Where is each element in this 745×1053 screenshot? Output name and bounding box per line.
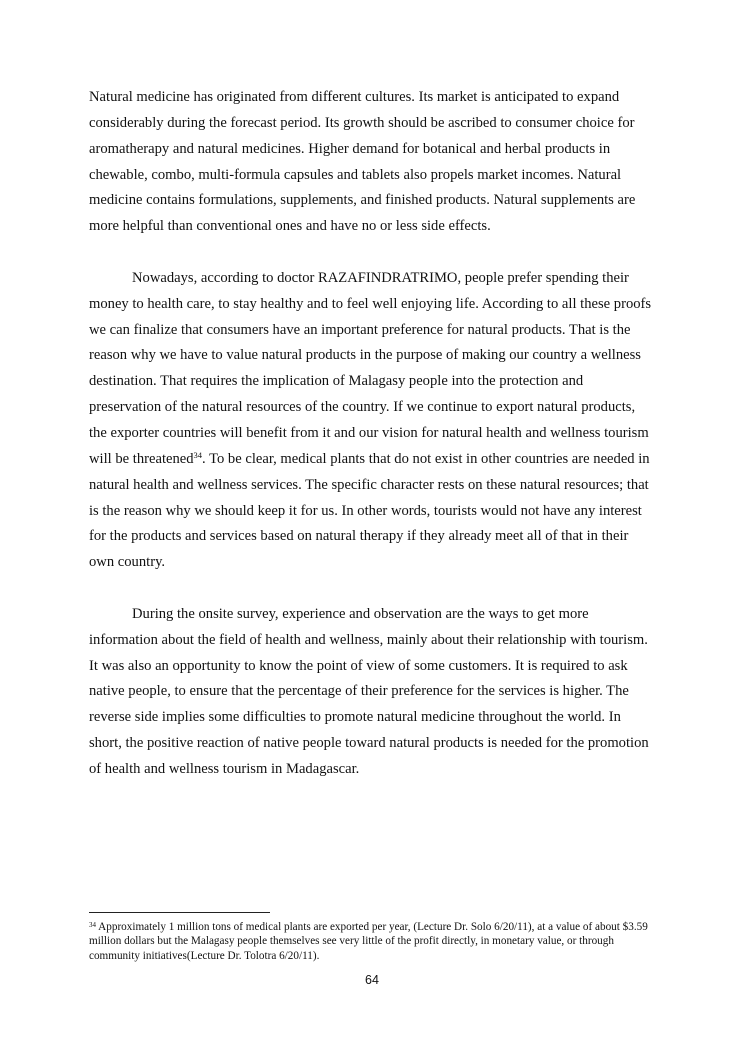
paragraph-3-text: During the onsite survey, experience and observation are the ways to get more information about the field of health and wellness, mainly about their relationship with tourism. It was also an opportunity to know the point of view of some customers. It is required to ask native people, to ensure that the percentage of their preference for the services is higher. The reverse side implies some difficulties to promote natural medicine throughout the world. In short, the positive reaction of native people toward natural products is needed for the promotion of health and wellness tourism in Madagascar.: [89, 605, 649, 777]
footnote-separator: [89, 912, 270, 913]
paragraph-1: [89, 85, 655, 240]
paragraph-2-text-a: Nowadays, according to doctor RAZAFINDRATRIMO, people prefer spending their money to health care, to stay healthy and to feel well enjoying life. According to all these proofs we can finalize that consumers have an important preference for natural products. That is the reason why we have to value natural products in the purpose of making our country a wellness destination. That requires the implication of Malagasy people into the protection and preservation of the natural resources of the country. If we continue to export natural products, the exporter countries will benefit from it and our vision for natural health and wellness tourism will be threatened: [89, 269, 652, 467]
footnote-reference[interactable]: 34: [193, 449, 203, 460]
body-text: [89, 85, 655, 783]
paragraph-3: [89, 602, 655, 783]
page-number: 64: [365, 973, 379, 987]
paragraph-1-text: Natural medicine has originated from different cultures. Its market is anticipated to expand considerably during the forecast period. Its growth should be ascribed to consumer choice for aromatherapy and natural medicines. Higher demand for botanical and herbal products in chewable, combo, multi-formula capsules and tablets also propels market incomes. Natural medicine contains formulations, supplements, and finished products. Natural supplements are more helpful than conventional ones and have no or less side effects.: [89, 89, 636, 235]
footnote-number: 34: [89, 921, 96, 929]
footnote-text: Approximately 1 million tons of medical plants are exported per year, (Lecture Dr. Solo 6/20/11), at a value of about $3.59 million dollars but the Malagasy people themselves see very little of the profit directly, in monetary value, or through community initiatives(Lecture Dr. Tolotra 6/20/11).: [89, 921, 648, 962]
paragraph-2: [89, 266, 655, 576]
paragraph-2-text-b: . To be clear, medical plants that do not exist in other countries are needed in natural health and wellness services. The specific character rests on these natural resources; that is the reason why we should keep it for us. In other words, tourists would not have any interest for the products and services based on natural therapy if they already meet all of that in their own country.: [89, 450, 650, 571]
footnote: [89, 920, 659, 963]
